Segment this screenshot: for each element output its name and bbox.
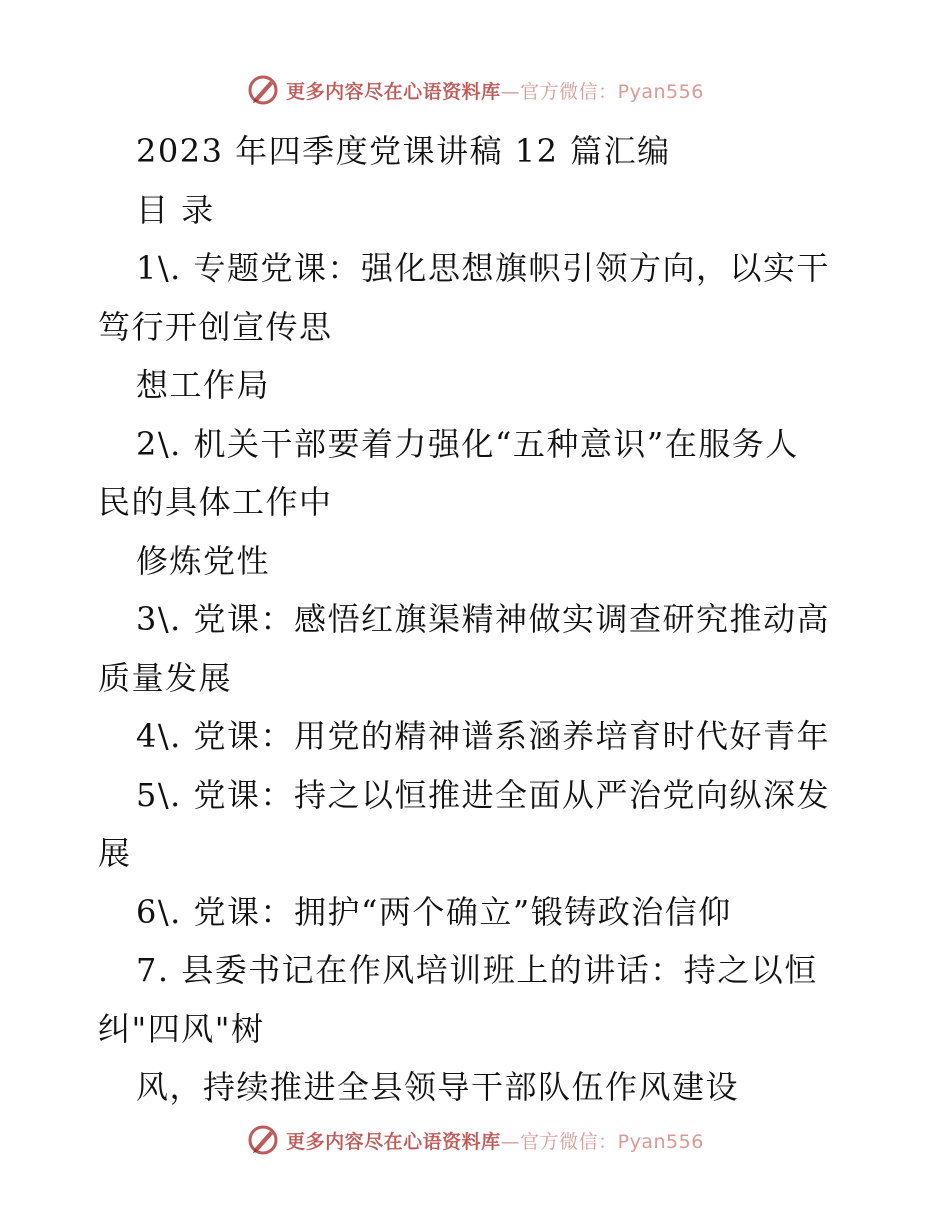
document-body xyxy=(98,122,858,1117)
toc-line: 想工作局 xyxy=(136,366,271,404)
watermark-footer xyxy=(0,1122,950,1158)
toc-line: 展 xyxy=(98,834,132,872)
toc-line: 笃行开创宣传思 xyxy=(98,307,333,346)
toc-line: 1\. 专题党课：强化思想旗帜引领方向，以实干 xyxy=(136,249,830,287)
toc-line: 质量发展 xyxy=(98,658,233,697)
document-title: 2023 年四季度党课讲稿 12 篇汇编 xyxy=(136,132,671,170)
toc-line: 2\. 机关干部要着力强化“五种意识”在服务人 xyxy=(136,424,799,463)
toc-line: 4\. 党课：用党的精神谱系涵养培育时代好青年 xyxy=(136,717,830,755)
toc-line: 风，持续推进全县领导干部队伍作风建设 xyxy=(136,1068,740,1106)
toc-line: 6\. 党课：拥护“两个确立”锻铸政治信仰 xyxy=(136,892,732,931)
toc-line: 3\. 党课：感悟红旗渠精神做实调查研究推动高 xyxy=(136,600,830,638)
watermark-header xyxy=(0,72,950,108)
toc-heading: 目 录 xyxy=(136,190,215,229)
pen-logo-icon xyxy=(246,1123,280,1157)
toc-line: 纠"四风"树 xyxy=(98,1009,265,1048)
toc-line: 7. 县委书记在作风培训班上的讲话：持之以恒 xyxy=(136,951,818,989)
toc-line: 修炼党性 xyxy=(136,541,271,580)
toc-line: 5\. 党课：持之以恒推进全面从严治党向纵深发 xyxy=(136,775,830,814)
watermark-text: 更多内容尽在心语资料库—官方微信：Pyan556 xyxy=(286,80,704,103)
watermark-text: 更多内容尽在心语资料库—官方微信：Pyan556 xyxy=(286,1130,704,1153)
pen-logo-icon xyxy=(246,73,280,107)
toc-line: 民的具体工作中 xyxy=(98,483,333,521)
